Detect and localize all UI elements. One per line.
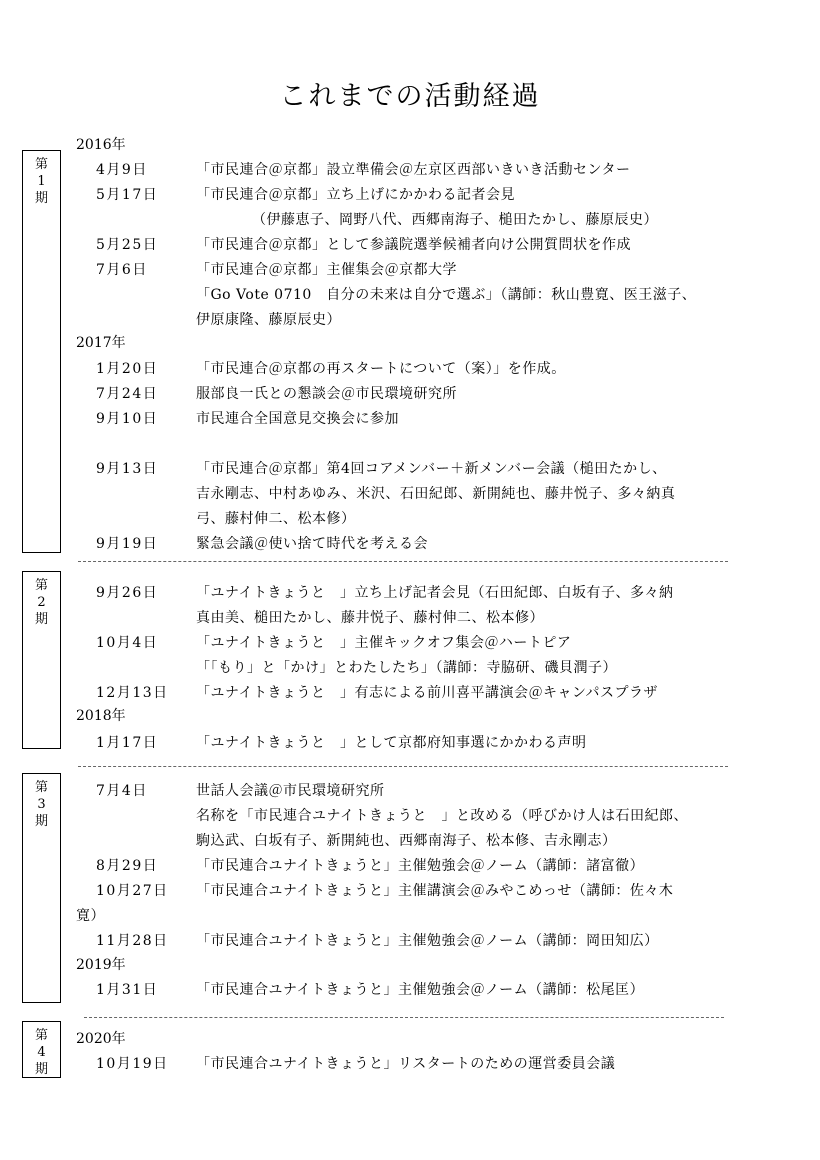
event-date: 10月4日 bbox=[96, 635, 159, 651]
event-text: 名称を「市民連合ユナイトきょうと 」と改める（呼びかけ人は石田紀郎、 bbox=[196, 808, 689, 824]
period-divider bbox=[78, 766, 728, 767]
year-heading: 2020年 bbox=[76, 1031, 126, 1047]
event-text: 吉永剛志、中村あゆみ、米沢、石田紀郎、新開純也、藤井悦子、多々納真 bbox=[196, 486, 676, 502]
event-date: 4月9日 bbox=[96, 162, 148, 178]
event-text: 緊急会議＠使い捨て時代を考える会 bbox=[196, 536, 428, 552]
event-text: 「市民連合＠京都」設立準備会＠左京区西部いきいき活動センター bbox=[196, 162, 631, 178]
event-date: 7月24日 bbox=[96, 386, 159, 402]
event-date: 5月25日 bbox=[96, 237, 159, 253]
event-date: 9月26日 bbox=[96, 585, 159, 601]
event-text: （伊藤恵子、岡野八代、西郷南海子、槌田たかし、藤原辰史） bbox=[252, 212, 658, 228]
event-date: 9月10日 bbox=[96, 411, 159, 427]
year-heading: 2019年 bbox=[76, 957, 126, 973]
event-text: 「「もり」と「かけ」とわたしたち」（講師：寺脇研、磯貝潤子） bbox=[196, 660, 617, 676]
event-text: 「市民連合＠京都」立ち上げにかかわる記者会見 bbox=[196, 187, 515, 203]
event-text: 「ユナイトきょうと 」立ち上げ記者会見（石田紀郎、白坂有子、多々納 bbox=[196, 585, 674, 601]
event-date: 7月6日 bbox=[96, 262, 148, 278]
event-text: 「市民連合＠京都」として参議院選挙候補者向け公開質問状を作成 bbox=[196, 237, 631, 253]
event-date: 5月17日 bbox=[96, 187, 159, 203]
event-text: 「ユナイトきょうと 」主催キックオフ集会＠ハートピア bbox=[196, 635, 572, 651]
event-text: 「市民連合＠京都」主催集会＠京都大学 bbox=[196, 262, 457, 278]
event-text: 駒込武、白坂有子、新開純也、西郷南海子、松本修、吉永剛志） bbox=[196, 833, 617, 849]
event-date: 9月13日 bbox=[96, 461, 159, 477]
event-text: 「市民連合＠京都」第4回コアメンバー＋新メンバー会議（槌田たかし、 bbox=[196, 461, 667, 477]
event-date: 12月13日 bbox=[96, 685, 169, 701]
period-label-4: 第4期 bbox=[34, 1028, 48, 1077]
period-box-1 bbox=[22, 150, 61, 553]
year-heading: 2016年 bbox=[76, 137, 126, 153]
period-divider bbox=[84, 1017, 724, 1018]
period-label-2: 第2期 bbox=[34, 578, 48, 627]
event-text: 弓、藤村伸二、松本修） bbox=[196, 511, 356, 527]
event-date: 1月20日 bbox=[96, 361, 159, 377]
event-date: 1月31日 bbox=[96, 982, 159, 998]
event-date: 1月17日 bbox=[96, 735, 159, 751]
event-text: 「市民連合ユナイトきょうと」主催勉強会＠ノーム（講師：岡田知広） bbox=[196, 933, 659, 949]
year-heading: 2018年 bbox=[76, 708, 126, 724]
event-text: 寛） bbox=[76, 908, 105, 924]
event-text: 世話人会議＠市民環境研究所 bbox=[196, 783, 385, 799]
event-date: 10月19日 bbox=[96, 1056, 169, 1072]
period-label-3: 第3期 bbox=[34, 780, 48, 829]
period-box-3 bbox=[22, 773, 61, 1003]
year-heading: 2017年 bbox=[76, 335, 126, 351]
event-date: 11月28日 bbox=[96, 933, 169, 949]
event-text: 「市民連合ユナイトきょうと」主催講演会＠みやこめっせ（講師：佐々木 bbox=[196, 883, 674, 899]
event-date: 9月19日 bbox=[96, 536, 159, 552]
event-text: 「市民連合ユナイトきょうと」主催勉強会＠ノーム（講師：諸富徹） bbox=[196, 858, 645, 874]
event-date: 10月27日 bbox=[96, 883, 169, 899]
event-text: 市民連合全国意見交換会に参加 bbox=[196, 411, 399, 427]
event-text: 服部良一氏との懇談会＠市民環境研究所 bbox=[196, 386, 457, 402]
event-text: 「Go Vote 0710 自分の未来は自分で選ぶ」（講師：秋山豊寛、医王滋子、 bbox=[196, 287, 697, 303]
period-box-2 bbox=[22, 571, 61, 749]
event-date: 7月4日 bbox=[96, 783, 148, 799]
event-text: 「市民連合ユナイトきょうと」主催勉強会＠ノーム（講師：松尾匡） bbox=[196, 982, 645, 998]
period-box-4 bbox=[22, 1021, 61, 1078]
event-text: 「市民連合＠京都の再スタートについて（案）」を作成。 bbox=[196, 361, 566, 377]
event-text: 「ユナイトきょうと 」として京都府知事選にかかわる声明 bbox=[196, 735, 587, 751]
period-divider bbox=[78, 561, 728, 562]
event-text: 真由美、槌田たかし、藤井悦子、藤村伸二、松本修） bbox=[196, 610, 544, 626]
event-date: 8月29日 bbox=[96, 858, 159, 874]
page-title: これまでの活動経過 bbox=[279, 81, 541, 112]
event-text: 伊原康隆、藤原辰史） bbox=[196, 312, 341, 328]
event-text: 「ユナイトきょうと 」有志による前川喜平講演会＠キャンパスプラザ bbox=[196, 685, 659, 701]
event-text: 「市民連合ユナイトきょうと」リスタートのための運営委員会議 bbox=[196, 1056, 616, 1072]
period-label-1: 第1期 bbox=[34, 157, 48, 206]
